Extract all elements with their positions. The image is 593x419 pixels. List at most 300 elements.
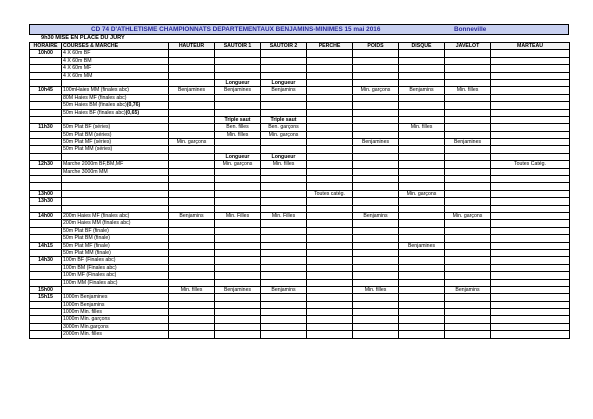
- column-header: HAUTEUR: [169, 43, 215, 50]
- time-cell: 14h00: [30, 212, 62, 219]
- table-row: [30, 286, 570, 293]
- discipline-cell: Min. garçons: [353, 87, 399, 94]
- event-cell: 50m Plat BF (séries): [62, 124, 169, 131]
- discipline-cell: [491, 249, 570, 256]
- discipline-cell: [491, 79, 570, 86]
- event-cell: 50m Plat BF (finale): [62, 227, 169, 234]
- table-row: [30, 65, 570, 72]
- table-row: [30, 124, 570, 131]
- discipline-cell: [491, 65, 570, 72]
- discipline-cell: [169, 331, 215, 338]
- discipline-cell: [445, 146, 491, 153]
- discipline-cell: [445, 116, 491, 123]
- discipline-cell: [307, 94, 353, 101]
- discipline-cell: [491, 323, 570, 330]
- discipline-cell: [307, 257, 353, 264]
- discipline-cell: [445, 205, 491, 212]
- table-row: [30, 102, 570, 109]
- discipline-cell: [169, 309, 215, 316]
- discipline-cell: Benjamins: [445, 286, 491, 293]
- time-cell: [30, 205, 62, 212]
- schedule-sheet: [29, 24, 569, 339]
- discipline-cell: [399, 72, 445, 79]
- discipline-cell: [445, 272, 491, 279]
- discipline-cell: [307, 242, 353, 249]
- discipline-cell: [261, 57, 307, 64]
- event-cell: 50m Plat MM (séries): [62, 146, 169, 153]
- time-cell: [30, 102, 62, 109]
- event-cell: Marche 3000m MM: [62, 168, 169, 175]
- discipline-cell: [261, 294, 307, 301]
- discipline-cell: [169, 279, 215, 286]
- discipline-cell: [445, 190, 491, 197]
- discipline-cell: [169, 65, 215, 72]
- table-row: [30, 146, 570, 153]
- discipline-cell: [353, 131, 399, 138]
- discipline-cell: [445, 249, 491, 256]
- discipline-cell: [169, 235, 215, 242]
- table-row: [30, 220, 570, 227]
- discipline-cell: [491, 212, 570, 219]
- schedule-table: [29, 42, 570, 339]
- discipline-cell: [353, 272, 399, 279]
- discipline-cell: [353, 146, 399, 153]
- discipline-cell: [215, 316, 261, 323]
- table-row: [30, 168, 570, 175]
- discipline-cell: [353, 257, 399, 264]
- time-cell: [30, 323, 62, 330]
- discipline-cell: [399, 176, 445, 183]
- location-label: Bonneville: [454, 26, 487, 33]
- discipline-cell: [215, 323, 261, 330]
- discipline-cell: [491, 301, 570, 308]
- discipline-cell: [353, 109, 399, 116]
- discipline-cell: [169, 57, 215, 64]
- time-cell: [30, 94, 62, 101]
- discipline-cell: [445, 124, 491, 131]
- discipline-cell: [261, 227, 307, 234]
- time-cell: [30, 279, 62, 286]
- discipline-cell: [215, 264, 261, 271]
- discipline-cell: [445, 294, 491, 301]
- event-cell: 4 X 60m MM: [62, 72, 169, 79]
- discipline-cell: [215, 331, 261, 338]
- discipline-cell: [307, 286, 353, 293]
- discipline-cell: [399, 220, 445, 227]
- discipline-cell: [353, 183, 399, 190]
- discipline-cell: [399, 102, 445, 109]
- column-header: PERCHE: [307, 43, 353, 50]
- discipline-cell: [399, 316, 445, 323]
- discipline-cell: [353, 323, 399, 330]
- table-row: [30, 50, 570, 57]
- discipline-cell: [353, 102, 399, 109]
- discipline-cell: [445, 131, 491, 138]
- discipline-cell: [261, 109, 307, 116]
- discipline-cell: [353, 198, 399, 205]
- discipline-cell: [169, 249, 215, 256]
- event-cell: 50m Plat MF (séries): [62, 139, 169, 146]
- event-cell: 50m Plat BM (finale): [62, 235, 169, 242]
- discipline-cell: [169, 94, 215, 101]
- discipline-cell: [399, 279, 445, 286]
- discipline-cell: [215, 50, 261, 57]
- discipline-cell: [215, 94, 261, 101]
- time-cell: [30, 116, 62, 123]
- column-header: MARTEAU: [491, 43, 570, 50]
- jury-setup-label: 9h30 MISE EN PLACE DU JURY: [41, 35, 125, 41]
- discipline-cell: [353, 94, 399, 101]
- discipline-cell: [169, 109, 215, 116]
- discipline-cell: [399, 50, 445, 57]
- discipline-cell: [353, 161, 399, 168]
- time-cell: [30, 109, 62, 116]
- discipline-cell: [353, 264, 399, 271]
- discipline-cell: [169, 102, 215, 109]
- table-row: [30, 323, 570, 330]
- time-cell: [30, 131, 62, 138]
- discipline-cell: [491, 309, 570, 316]
- event-cell: 100mHaies MM (finales abc): [62, 87, 169, 94]
- discipline-cell: [261, 65, 307, 72]
- discipline-cell: [261, 272, 307, 279]
- time-cell: [30, 72, 62, 79]
- discipline-cell: [445, 183, 491, 190]
- discipline-cell: [169, 294, 215, 301]
- discipline-cell: [445, 153, 491, 160]
- table-row: [30, 212, 570, 219]
- discipline-cell: [215, 72, 261, 79]
- discipline-cell: Benjamines: [353, 139, 399, 146]
- discipline-cell: [307, 220, 353, 227]
- discipline-cell: [215, 190, 261, 197]
- discipline-cell: [491, 176, 570, 183]
- discipline-cell: [399, 249, 445, 256]
- discipline-cell: [261, 198, 307, 205]
- discipline-cell: [491, 109, 570, 116]
- event-cell: 100m MF (Finales abc): [62, 272, 169, 279]
- discipline-cell: [307, 87, 353, 94]
- event-cell: 80M Haies MF (finales abc): [62, 94, 169, 101]
- discipline-cell: Benjamins: [353, 212, 399, 219]
- discipline-cell: [215, 57, 261, 64]
- discipline-cell: [307, 249, 353, 256]
- discipline-cell: Benjamines: [445, 139, 491, 146]
- discipline-cell: [491, 124, 570, 131]
- discipline-cell: [491, 57, 570, 64]
- discipline-cell: Longueur: [261, 153, 307, 160]
- discipline-cell: [399, 161, 445, 168]
- discipline-cell: [261, 235, 307, 242]
- discipline-cell: [169, 242, 215, 249]
- discipline-cell: [215, 109, 261, 116]
- event-cell: 1000m Min. filles: [62, 309, 169, 316]
- discipline-cell: [169, 50, 215, 57]
- discipline-cell: [399, 331, 445, 338]
- discipline-cell: [261, 176, 307, 183]
- discipline-cell: [215, 198, 261, 205]
- discipline-cell: [353, 168, 399, 175]
- discipline-cell: [399, 79, 445, 86]
- discipline-cell: [445, 242, 491, 249]
- discipline-cell: [445, 72, 491, 79]
- discipline-cell: [215, 139, 261, 146]
- discipline-cell: [491, 50, 570, 57]
- discipline-cell: [307, 279, 353, 286]
- discipline-cell: Min. garçons: [399, 190, 445, 197]
- discipline-cell: [169, 323, 215, 330]
- discipline-cell: [353, 50, 399, 57]
- time-cell: [30, 183, 62, 190]
- discipline-cell: [445, 264, 491, 271]
- discipline-cell: [399, 198, 445, 205]
- discipline-cell: [491, 183, 570, 190]
- discipline-cell: [307, 146, 353, 153]
- discipline-cell: [353, 316, 399, 323]
- discipline-cell: [445, 102, 491, 109]
- discipline-cell: [215, 279, 261, 286]
- discipline-cell: [491, 131, 570, 138]
- discipline-cell: [399, 227, 445, 234]
- discipline-cell: Longueur: [215, 153, 261, 160]
- discipline-cell: [215, 220, 261, 227]
- table-row: [30, 79, 570, 86]
- discipline-cell: [261, 242, 307, 249]
- discipline-cell: [307, 272, 353, 279]
- discipline-cell: [307, 205, 353, 212]
- discipline-cell: [261, 94, 307, 101]
- discipline-cell: [261, 309, 307, 316]
- discipline-cell: [215, 205, 261, 212]
- event-cell: 50m Plat MF (finale): [62, 242, 169, 249]
- discipline-cell: Min. filles: [445, 87, 491, 94]
- discipline-cell: [261, 301, 307, 308]
- discipline-cell: [399, 65, 445, 72]
- discipline-cell: [491, 94, 570, 101]
- discipline-cell: [307, 294, 353, 301]
- discipline-cell: Longueur: [261, 79, 307, 86]
- discipline-cell: [399, 109, 445, 116]
- discipline-cell: [215, 257, 261, 264]
- table-row: [30, 176, 570, 183]
- event-cell: 4 X 60m BF: [62, 50, 169, 57]
- discipline-cell: [353, 65, 399, 72]
- discipline-cell: [261, 139, 307, 146]
- discipline-cell: Min. filles: [399, 124, 445, 131]
- event-cell: 1000m Benjamins: [62, 301, 169, 308]
- discipline-cell: [261, 190, 307, 197]
- discipline-cell: [261, 331, 307, 338]
- table-row: [30, 87, 570, 94]
- discipline-cell: [399, 146, 445, 153]
- discipline-cell: [261, 316, 307, 323]
- discipline-cell: Ben. filles: [215, 124, 261, 131]
- discipline-cell: [261, 168, 307, 175]
- discipline-cell: [215, 168, 261, 175]
- discipline-cell: [307, 50, 353, 57]
- discipline-cell: [399, 94, 445, 101]
- discipline-cell: [307, 168, 353, 175]
- discipline-cell: [445, 309, 491, 316]
- discipline-cell: [399, 212, 445, 219]
- discipline-cell: Triple saut: [261, 116, 307, 123]
- time-cell: [30, 168, 62, 175]
- discipline-cell: [399, 294, 445, 301]
- discipline-cell: [491, 102, 570, 109]
- discipline-cell: [445, 323, 491, 330]
- discipline-cell: [399, 323, 445, 330]
- discipline-cell: [491, 331, 570, 338]
- discipline-cell: [307, 301, 353, 308]
- discipline-cell: [261, 183, 307, 190]
- discipline-cell: [307, 109, 353, 116]
- discipline-cell: [399, 309, 445, 316]
- discipline-cell: [261, 50, 307, 57]
- discipline-cell: [353, 72, 399, 79]
- discipline-cell: [399, 264, 445, 271]
- table-row: [30, 272, 570, 279]
- event-cell: 1000m Min. garçons: [62, 316, 169, 323]
- discipline-cell: [215, 146, 261, 153]
- time-cell: [30, 264, 62, 271]
- discipline-cell: [353, 242, 399, 249]
- discipline-cell: Benjamins: [261, 87, 307, 94]
- time-cell: 15h00: [30, 286, 62, 293]
- discipline-cell: [215, 272, 261, 279]
- discipline-cell: [399, 257, 445, 264]
- discipline-cell: [445, 79, 491, 86]
- discipline-cell: [399, 183, 445, 190]
- discipline-cell: [353, 116, 399, 123]
- discipline-cell: [399, 205, 445, 212]
- event-cell: 4 X 60m MF: [62, 65, 169, 72]
- time-cell: [30, 57, 62, 64]
- discipline-cell: [169, 153, 215, 160]
- discipline-cell: [399, 139, 445, 146]
- discipline-cell: [215, 309, 261, 316]
- discipline-cell: [353, 190, 399, 197]
- discipline-cell: [491, 316, 570, 323]
- discipline-cell: Min. filles: [261, 161, 307, 168]
- discipline-cell: [307, 183, 353, 190]
- discipline-cell: [445, 227, 491, 234]
- discipline-cell: [169, 116, 215, 123]
- discipline-cell: [215, 294, 261, 301]
- discipline-cell: [399, 286, 445, 293]
- time-cell: 15h15: [30, 294, 62, 301]
- discipline-cell: Triple saut: [215, 116, 261, 123]
- table-row: [30, 235, 570, 242]
- discipline-cell: [445, 235, 491, 242]
- discipline-cell: [307, 198, 353, 205]
- discipline-cell: [169, 205, 215, 212]
- discipline-cell: [491, 264, 570, 271]
- time-cell: [30, 146, 62, 153]
- discipline-cell: [491, 286, 570, 293]
- discipline-cell: [169, 301, 215, 308]
- table-row: [30, 331, 570, 338]
- discipline-cell: Benjamines: [215, 286, 261, 293]
- table-row: [30, 257, 570, 264]
- event-cell: [62, 116, 169, 123]
- discipline-cell: Min. garçons: [445, 212, 491, 219]
- discipline-cell: [169, 124, 215, 131]
- discipline-cell: [491, 235, 570, 242]
- discipline-cell: [169, 190, 215, 197]
- discipline-cell: [491, 72, 570, 79]
- discipline-cell: [307, 212, 353, 219]
- discipline-cell: [353, 205, 399, 212]
- discipline-cell: [445, 331, 491, 338]
- discipline-cell: [169, 220, 215, 227]
- event-cell: 100m MM (Finales abc): [62, 279, 169, 286]
- discipline-cell: [399, 153, 445, 160]
- table-row: [30, 131, 570, 138]
- discipline-cell: [445, 198, 491, 205]
- discipline-cell: Toutes catég.: [307, 190, 353, 197]
- event-cell: [62, 286, 169, 293]
- discipline-cell: [215, 65, 261, 72]
- discipline-cell: [491, 220, 570, 227]
- time-cell: 11h30: [30, 124, 62, 131]
- discipline-cell: [491, 198, 570, 205]
- discipline-cell: [169, 264, 215, 271]
- discipline-cell: [261, 279, 307, 286]
- discipline-cell: [307, 57, 353, 64]
- discipline-cell: [353, 331, 399, 338]
- time-cell: [30, 79, 62, 86]
- discipline-cell: Benjamins: [399, 87, 445, 94]
- discipline-cell: [445, 65, 491, 72]
- column-header: DISQUE: [399, 43, 445, 50]
- discipline-cell: [399, 131, 445, 138]
- title-bar: [29, 24, 569, 35]
- table-row: [30, 242, 570, 249]
- discipline-cell: [307, 116, 353, 123]
- discipline-cell: [353, 309, 399, 316]
- time-cell: 13h00: [30, 190, 62, 197]
- table-row: [30, 279, 570, 286]
- event-cell: 200m Haies MM (finales abc): [62, 220, 169, 227]
- event-cell: [62, 153, 169, 160]
- column-header: SAUTOIR 1: [215, 43, 261, 50]
- discipline-cell: [491, 272, 570, 279]
- time-cell: [30, 235, 62, 242]
- table-row: [30, 294, 570, 301]
- discipline-cell: [169, 316, 215, 323]
- column-header: HORAIRE: [30, 43, 62, 50]
- discipline-cell: [169, 131, 215, 138]
- discipline-cell: [307, 139, 353, 146]
- time-cell: [30, 272, 62, 279]
- time-cell: [30, 309, 62, 316]
- discipline-cell: [307, 79, 353, 86]
- table-row: [30, 139, 570, 146]
- table-row: [30, 316, 570, 323]
- table-row: [30, 190, 570, 197]
- time-cell: [30, 176, 62, 183]
- discipline-cell: [445, 168, 491, 175]
- discipline-cell: Min. garçons: [215, 161, 261, 168]
- discipline-cell: [169, 272, 215, 279]
- discipline-cell: [353, 301, 399, 308]
- table-row: [30, 72, 570, 79]
- discipline-cell: [261, 249, 307, 256]
- table-row: [30, 309, 570, 316]
- discipline-cell: [353, 153, 399, 160]
- discipline-cell: Min. Filles: [215, 212, 261, 219]
- discipline-cell: Toutes Catég.: [491, 161, 570, 168]
